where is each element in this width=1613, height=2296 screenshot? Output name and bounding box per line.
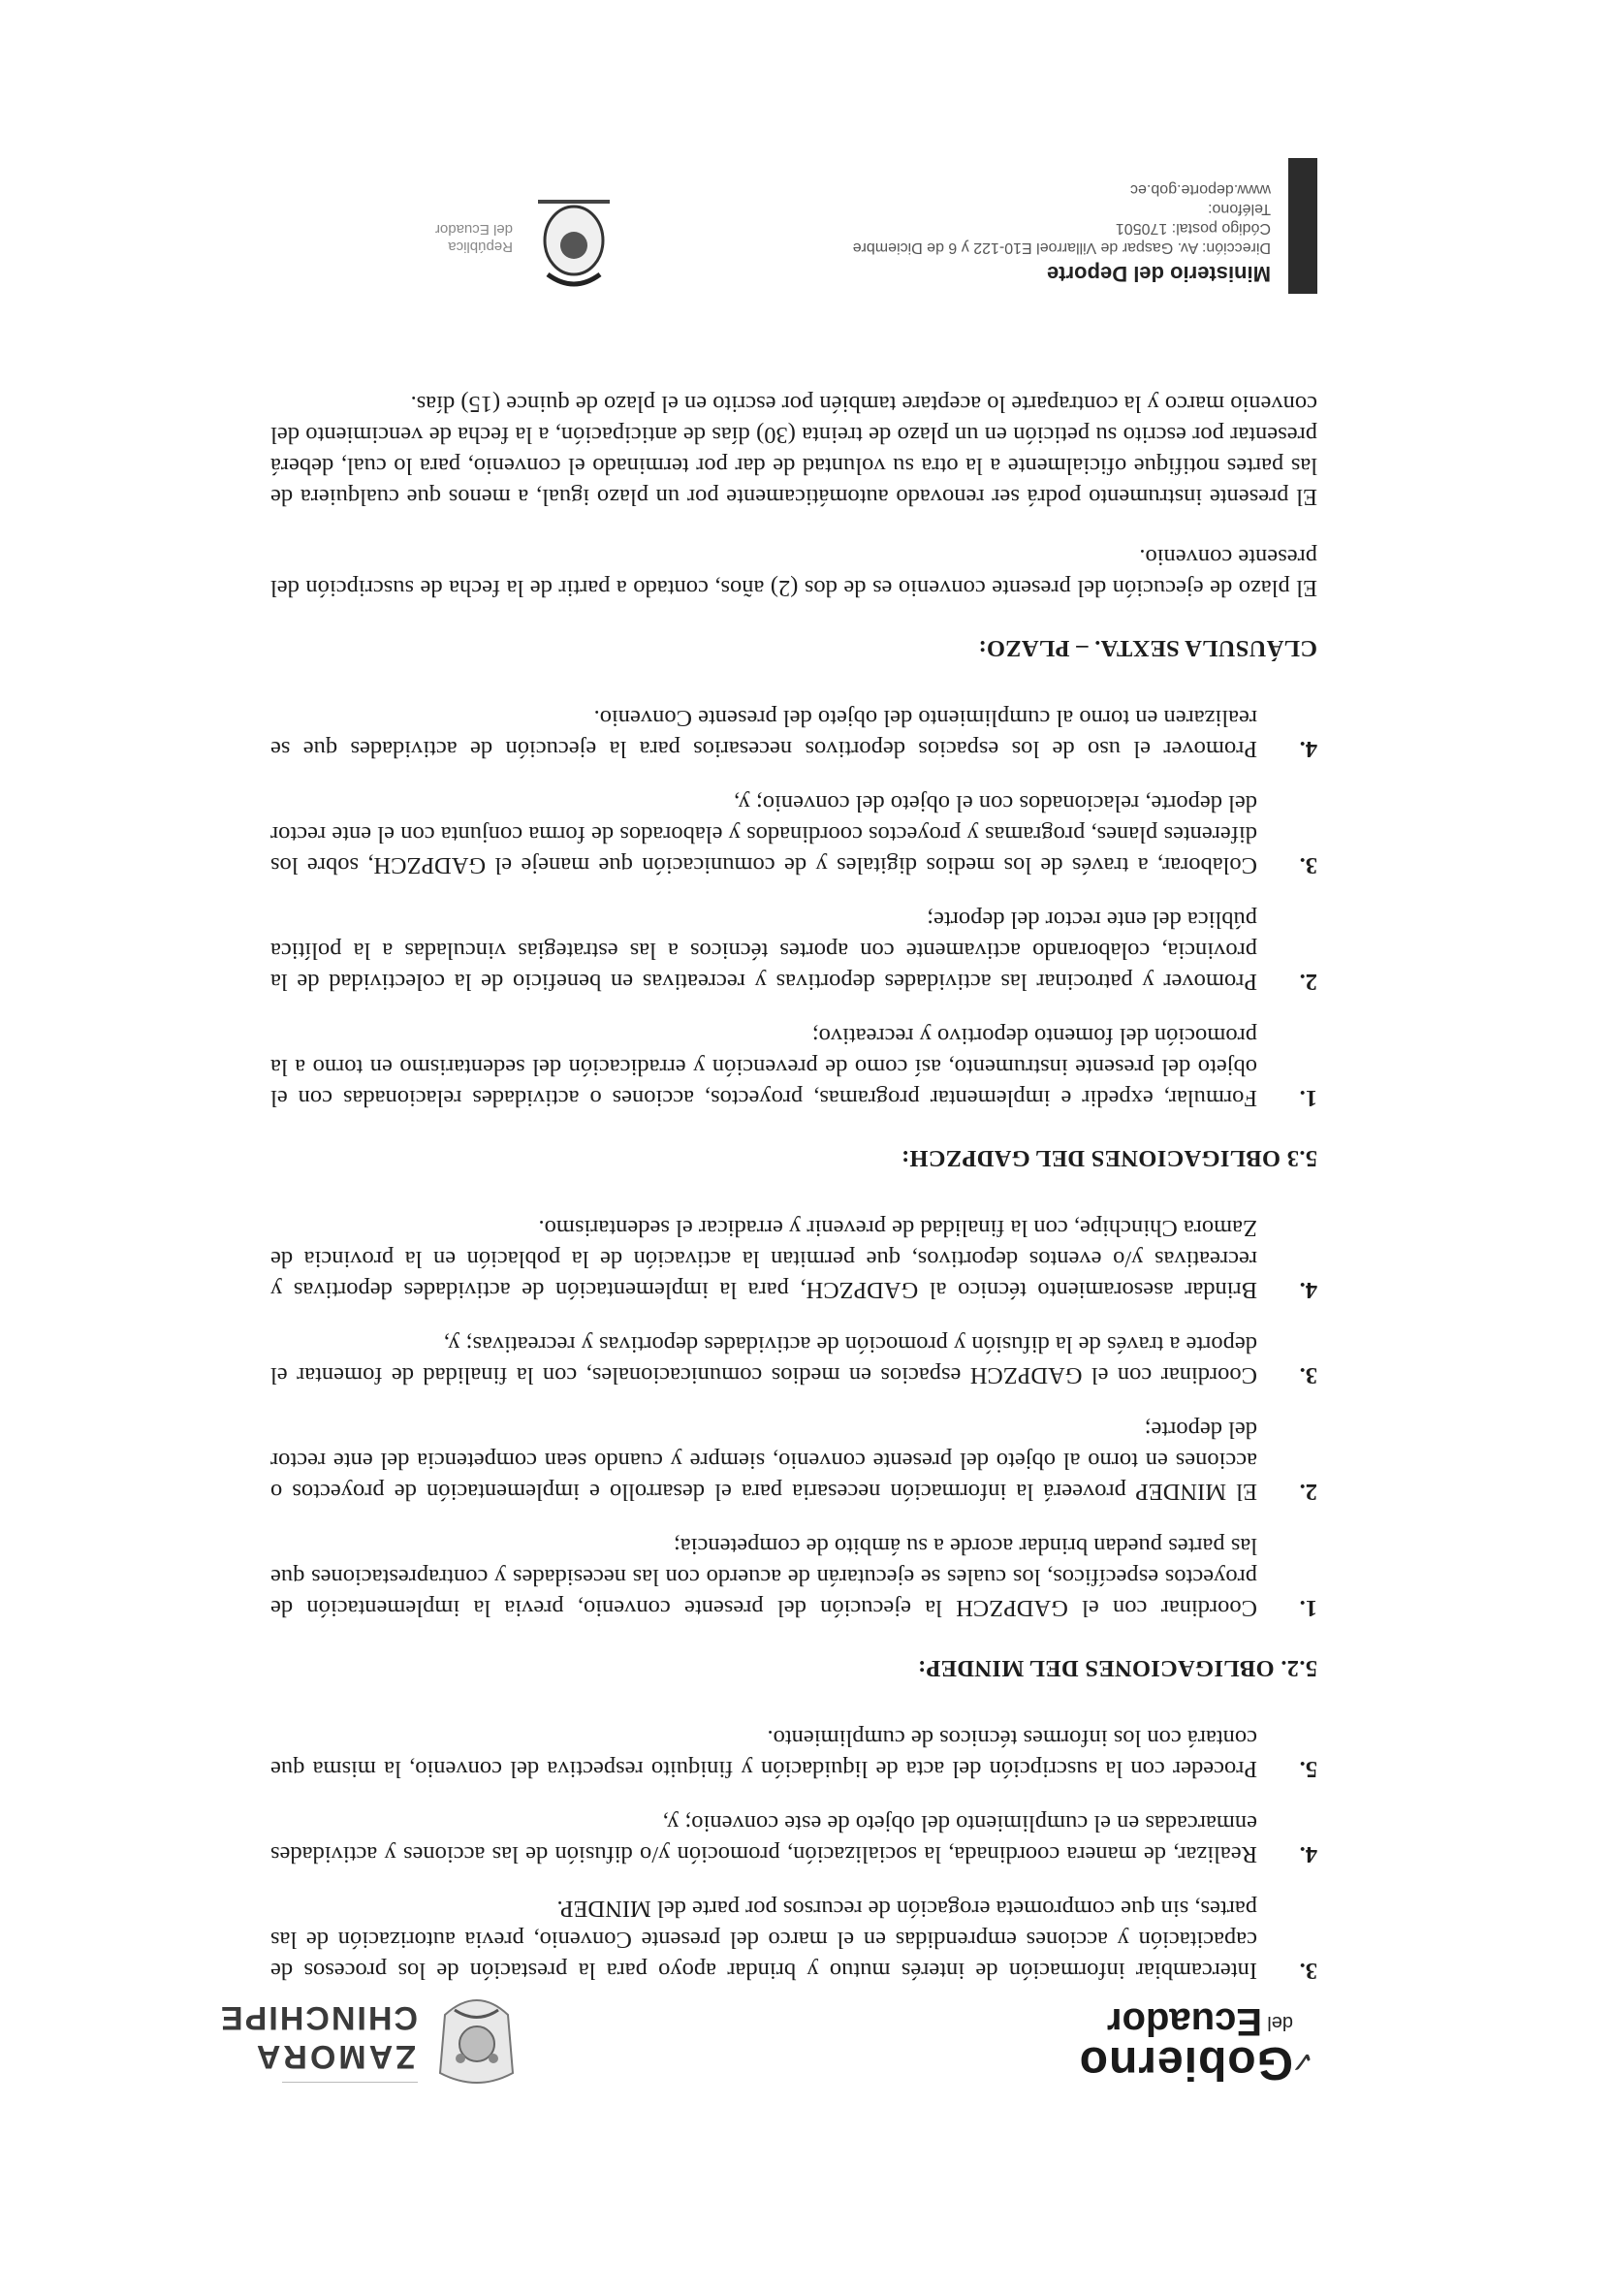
seal-caption	[435, 220, 513, 255]
item-text: Intercambiar información de interés mutuo y brindar apoyo para la prestación de los procesos de capacitación y acciones emprendidas en el marco del presente Convenio, previa autorización de las partes, sin que comprometa erogación de recursos por parte del MINDEP.	[270, 1896, 1257, 1984]
item-text: Coordinar con el GADPZCH espacios en medios comunicacionales, con la finalidad de fomentar el deporte a través de la difusión y promoción de actividades deportivas y recreativas; y,	[270, 1331, 1257, 1388]
list-item	[270, 702, 1317, 764]
ministry-phone: Teléfono:	[1208, 201, 1271, 217]
republic-seal	[387, 177, 619, 294]
item-number: 5.	[1299, 1756, 1317, 1782]
coat-of-arms-icon	[527, 182, 619, 294]
section-heading-gadpzch: 5.3 OBLIGACIONES DEL GADPZCH:	[901, 1145, 1317, 1171]
paragraph: El presente instrumento podrá ser renovado automáticamente por un plazo igual, a menos que cualquiera de las partes notifique oficialmente a la otra su voluntad de dar por terminado el convenio, para lo cual, deberá presentar por escrito su petición en un plazo de treinta (30) días de anticipación, a la fecha de vencimiento del convenio marco y la contraparte lo aceptare también por escrito en el plazo de quince (15) días.	[270, 391, 1317, 510]
list-item	[270, 1807, 1317, 1869]
seal-line-1: República	[448, 239, 513, 255]
logo-text-del: del	[1267, 2012, 1293, 2033]
list-item	[270, 1328, 1317, 1390]
list-item	[270, 904, 1317, 997]
item-text: Brindar asesoramiento técnico al GADPZCH, para la implementación de actividades deportivas y recreativas y/o eventos deportivos, que permitan la activación de la población en la provincia de Zamora Chinchipe, con la finalidad de prevenir y erradicar el sedentarismo.	[270, 1215, 1257, 1303]
gobierno-del-ecuador-logo	[1012, 1981, 1322, 2088]
clause-heading-plazo: CLÁUSULA SEXTA. – PLAZO:	[978, 635, 1317, 661]
item-text: Colaborar, a través de los medios digitales y de comunicación que maneje el GADPZCH, sobre los diferentes planes, programas y proyectos coordinados y elaborados de forma conjunta con el ente rector del deporte, relacionados con el objeto del convenio; y,	[270, 790, 1257, 878]
list-item	[270, 1020, 1317, 1113]
item-number: 2.	[1299, 969, 1317, 995]
logo-mark-icon: ✓	[1289, 2045, 1314, 2077]
logo-text-ecuador: Ecuador	[1106, 2000, 1262, 2043]
section-heading-mindep: 5.2. OBLIGACIONES DEL MINDEP:	[917, 1655, 1317, 1681]
item-number: 3.	[1299, 852, 1317, 878]
item-number: 2.	[1299, 1479, 1317, 1505]
ministry-postal-code: Código postal: 170501	[1115, 220, 1271, 237]
ministry-website: www.deporte.gob.ec	[1130, 181, 1271, 198]
logo-text-chinchipe: CHINCHIPE	[218, 1999, 418, 2036]
list-item	[270, 1212, 1317, 1305]
list-item	[270, 1530, 1317, 1623]
logo-text-gobierno: Gobierno	[1078, 2037, 1293, 2089]
item-text: Proceder con la suscripción del acta de liquidación y finiquito respectiva del convenio, la misma que contará con los informes técnicos de cumplimiento.	[270, 1725, 1257, 1782]
footer-accent-bar	[1288, 158, 1317, 294]
logo-text-zamora: ZAMORA	[253, 2038, 416, 2075]
item-text: Realizar, de manera coordinada, la socialización, promoción y/o difusión de las acciones y actividades enmarcadas en el cumplimiento del objeto de este convenio; y,	[270, 1810, 1257, 1867]
item-number: 4.	[1299, 736, 1317, 762]
list-item	[270, 1722, 1317, 1784]
ministry-name: Ministerio del Deporte	[1046, 262, 1271, 286]
paragraph: El plazo de ejecución del presente convenio es de dos (2) años, contado a partir de la fecha de suscripción del presente convenio.	[270, 544, 1317, 601]
item-number: 1.	[1299, 1595, 1317, 1621]
item-text: Promover y patrocinar las actividades deportivas y recreativas en beneficio de la colectividad de la provincia, colaborando activamente con aportes técnicos a las estrategias vinculadas a la política pública del ente rector del deporte;	[270, 907, 1257, 995]
list-item	[270, 1893, 1317, 1986]
seal-line-2: del Ecuador	[434, 221, 513, 238]
ministry-contact-block	[853, 179, 1271, 286]
list-item	[270, 1414, 1317, 1507]
item-text: Promover el uso de los espacios deportivos necesarios para la ejecución de actividades que se realizaren en torno al cumplimiento del objeto del presente Convenio.	[270, 705, 1257, 762]
document-body	[270, 359, 1317, 1986]
list-item	[270, 787, 1317, 880]
item-text: El MINDEP proveerá la información necesaria para el desarrollo e implementación de proyectos o acciones en torno al objeto del presente convenio, siempre y cuando sean competencia del ente rector del deporte;	[270, 1417, 1257, 1505]
item-number: 4.	[1299, 1841, 1317, 1867]
ministry-address: Dirección: Av. Gaspar de Villarroel E10-122 y 6 de Diciembre	[852, 239, 1271, 256]
item-number: 3.	[1299, 1958, 1317, 1984]
item-number: 3.	[1299, 1362, 1317, 1388]
item-number: 1.	[1299, 1085, 1317, 1111]
item-text: Formular, expedir e implementar programas, proyectos, acciones o actividades relacionadas con el objeto del presente instrumento, así como de prevención y erradicación del sedentarismo en torno a la promoción del fomento deportivo y recreativo;	[270, 1023, 1257, 1111]
province-emblem-icon	[430, 1981, 522, 2092]
item-text: Coordinar con el GADPZCH la ejecución del presente convenio, previa la implementación de proyectos específicos, los cuales se ejecutarán de acuerdo con las necesidades y contraprestaciones que las partes puedan brindar acorde a su ámbito de competencia;	[270, 1533, 1257, 1621]
zamora-chinchipe-logo	[218, 1976, 522, 2092]
page-footer	[251, 129, 1317, 294]
item-number: 4.	[1299, 1277, 1317, 1303]
